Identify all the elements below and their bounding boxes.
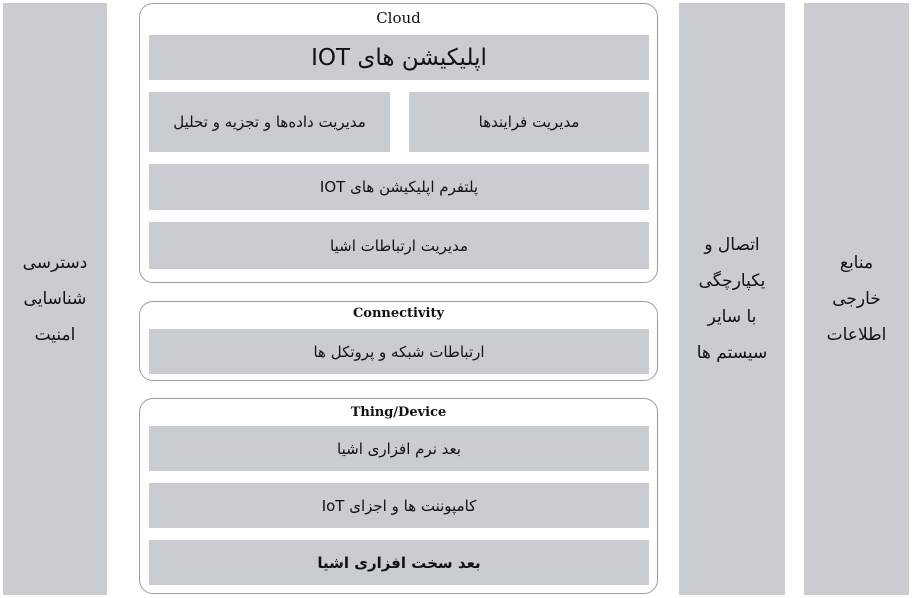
- external-sources-column: [804, 3, 909, 595]
- integration-line-2: یکپارچگی: [698, 271, 766, 291]
- security-line-3: امنیت: [34, 325, 76, 345]
- cloud-title: Cloud: [376, 9, 421, 27]
- security-line-2: شناسایی: [23, 289, 87, 309]
- security-column: [3, 3, 107, 595]
- connectivity-layer: [139, 301, 658, 381]
- device-title: Thing/Device: [350, 405, 447, 420]
- external-line-1: منابع: [839, 253, 874, 273]
- integration-line-4: سیستم ها: [696, 343, 768, 363]
- integration-line-1: اتصال و: [704, 235, 760, 255]
- security-line-1: دسترسی: [22, 253, 88, 273]
- process-management-box: مدیریت فرایندها: [409, 92, 649, 152]
- integration-column-text: [697, 227, 768, 371]
- external-line-3: اطلاعات: [826, 325, 887, 345]
- device-hardware-box: بعد سخت افزاری اشیا: [149, 540, 649, 585]
- iot-platform-box: پلتفرم اپلیکیشن های IOT: [149, 164, 649, 210]
- iot-applications-box: اپلیکیشن های IOT: [149, 35, 649, 80]
- device-layer: [139, 398, 658, 594]
- security-column-text: [23, 245, 88, 353]
- integration-column: [679, 3, 785, 595]
- network-protocols-box: ارتباطات شبکه و پروتکل ها: [149, 329, 649, 374]
- device-software-box: بعد نرم افزاری اشیا: [149, 426, 649, 471]
- data-management-box: مدیریت داده‌ها و تجزیه و تحلیل: [149, 92, 390, 152]
- connectivity-title: Connectivity: [352, 306, 445, 321]
- things-management-box: مدیریت ارتباطات اشیا: [149, 222, 649, 269]
- external-line-2: خارجی: [832, 289, 881, 309]
- external-column-text: [827, 245, 887, 353]
- cloud-layer: [139, 3, 658, 283]
- integration-line-3: با سایر: [707, 307, 757, 327]
- iot-components-box: کامپوننت ها و اجزای IoT: [149, 483, 649, 528]
